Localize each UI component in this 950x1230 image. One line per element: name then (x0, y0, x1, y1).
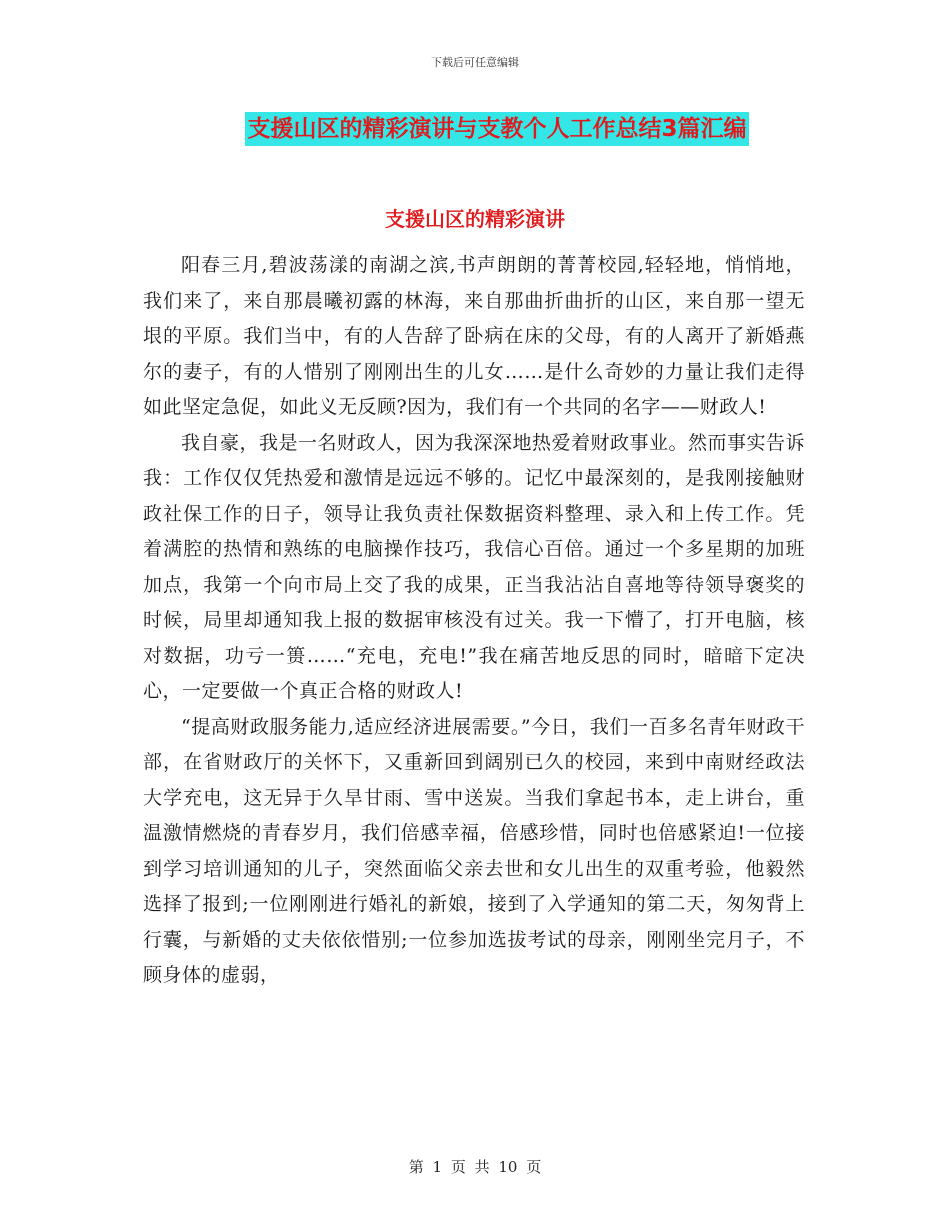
body-text (143, 248, 805, 994)
document-title: 支援山区的精彩演讲与支教个人工作总结3篇汇编 (245, 112, 748, 146)
header-note: 下载后可任意编辑 (431, 56, 519, 69)
document-title-wrap (0, 112, 950, 146)
paragraph: 阳春三月,碧波荡漾的南湖之滨,书声朗朗的菁菁校园,轻轻地，悄悄地，我们来了，来自那晨曦初露的林海，来自那曲折曲折的山区，来自那一望无垠的平原。我们当中，有的人告辞了卧病在床的父母，有的人离开了新婚燕尔的妻子，有的人惜别了刚刚出生的儿女……是什么奇妙的力量让我们走得如此坚定急促，如此义无反顾?因为，我们有一个共同的名字——财政人! (143, 254, 805, 418)
paragraph: 我自豪，我是一名财政人，因为我深深地热爱着财政事业。然而事实告诉我：工作仅仅凭热爱和激情是远远不够的。记忆中最深刻的，是我刚接触财政社保工作的日子，领导让我负责社保数据资料整理、录入和上传工作。凭着满腔的热情和熟练的电脑操作技巧，我信心百倍。通过一个多星期的加班加点，我第一个向市局上交了我的成果，正当我沾沾自喜地等待领导褒奖的时候，局里却通知我上报的数据审核没有过关。我一下懵了，打开电脑，核对数据，功亏一篑……“充电，充电!”我在痛苦地反思的同时，暗暗下定决心，一定要做一个真正合格的财政人! (143, 431, 806, 702)
section-title: 支援山区的精彩演讲 (385, 207, 565, 231)
paragraph: “提高财政服务能力,适应经济进展需要。”今日，我们一百多名青年财政干部，在省财政厅的关怀下，又重新回到阔别已久的校园，来到中南财经政法大学充电，这无异于久旱甘雨、雪中送炭。当我们拿起书本，走上讲台，重温激情燃烧的青春岁月，我们倍感幸福，倍感珍惜，同时也倍感紧迫!一位接到学习培训通知的儿子，突然面临父亲去世和女儿出生的双重考验，他毅然选择了报到;一位刚刚进行婚礼的新娘，接到了入学通知的第二天，匆匆背上行囊，与新婚的丈夫依依惜别;一位参加选拔考试的母亲，刚刚坐完月子，不顾身体的虚弱， (143, 715, 805, 986)
page-footer: 第 1 页 共 10 页 (408, 1158, 542, 1176)
